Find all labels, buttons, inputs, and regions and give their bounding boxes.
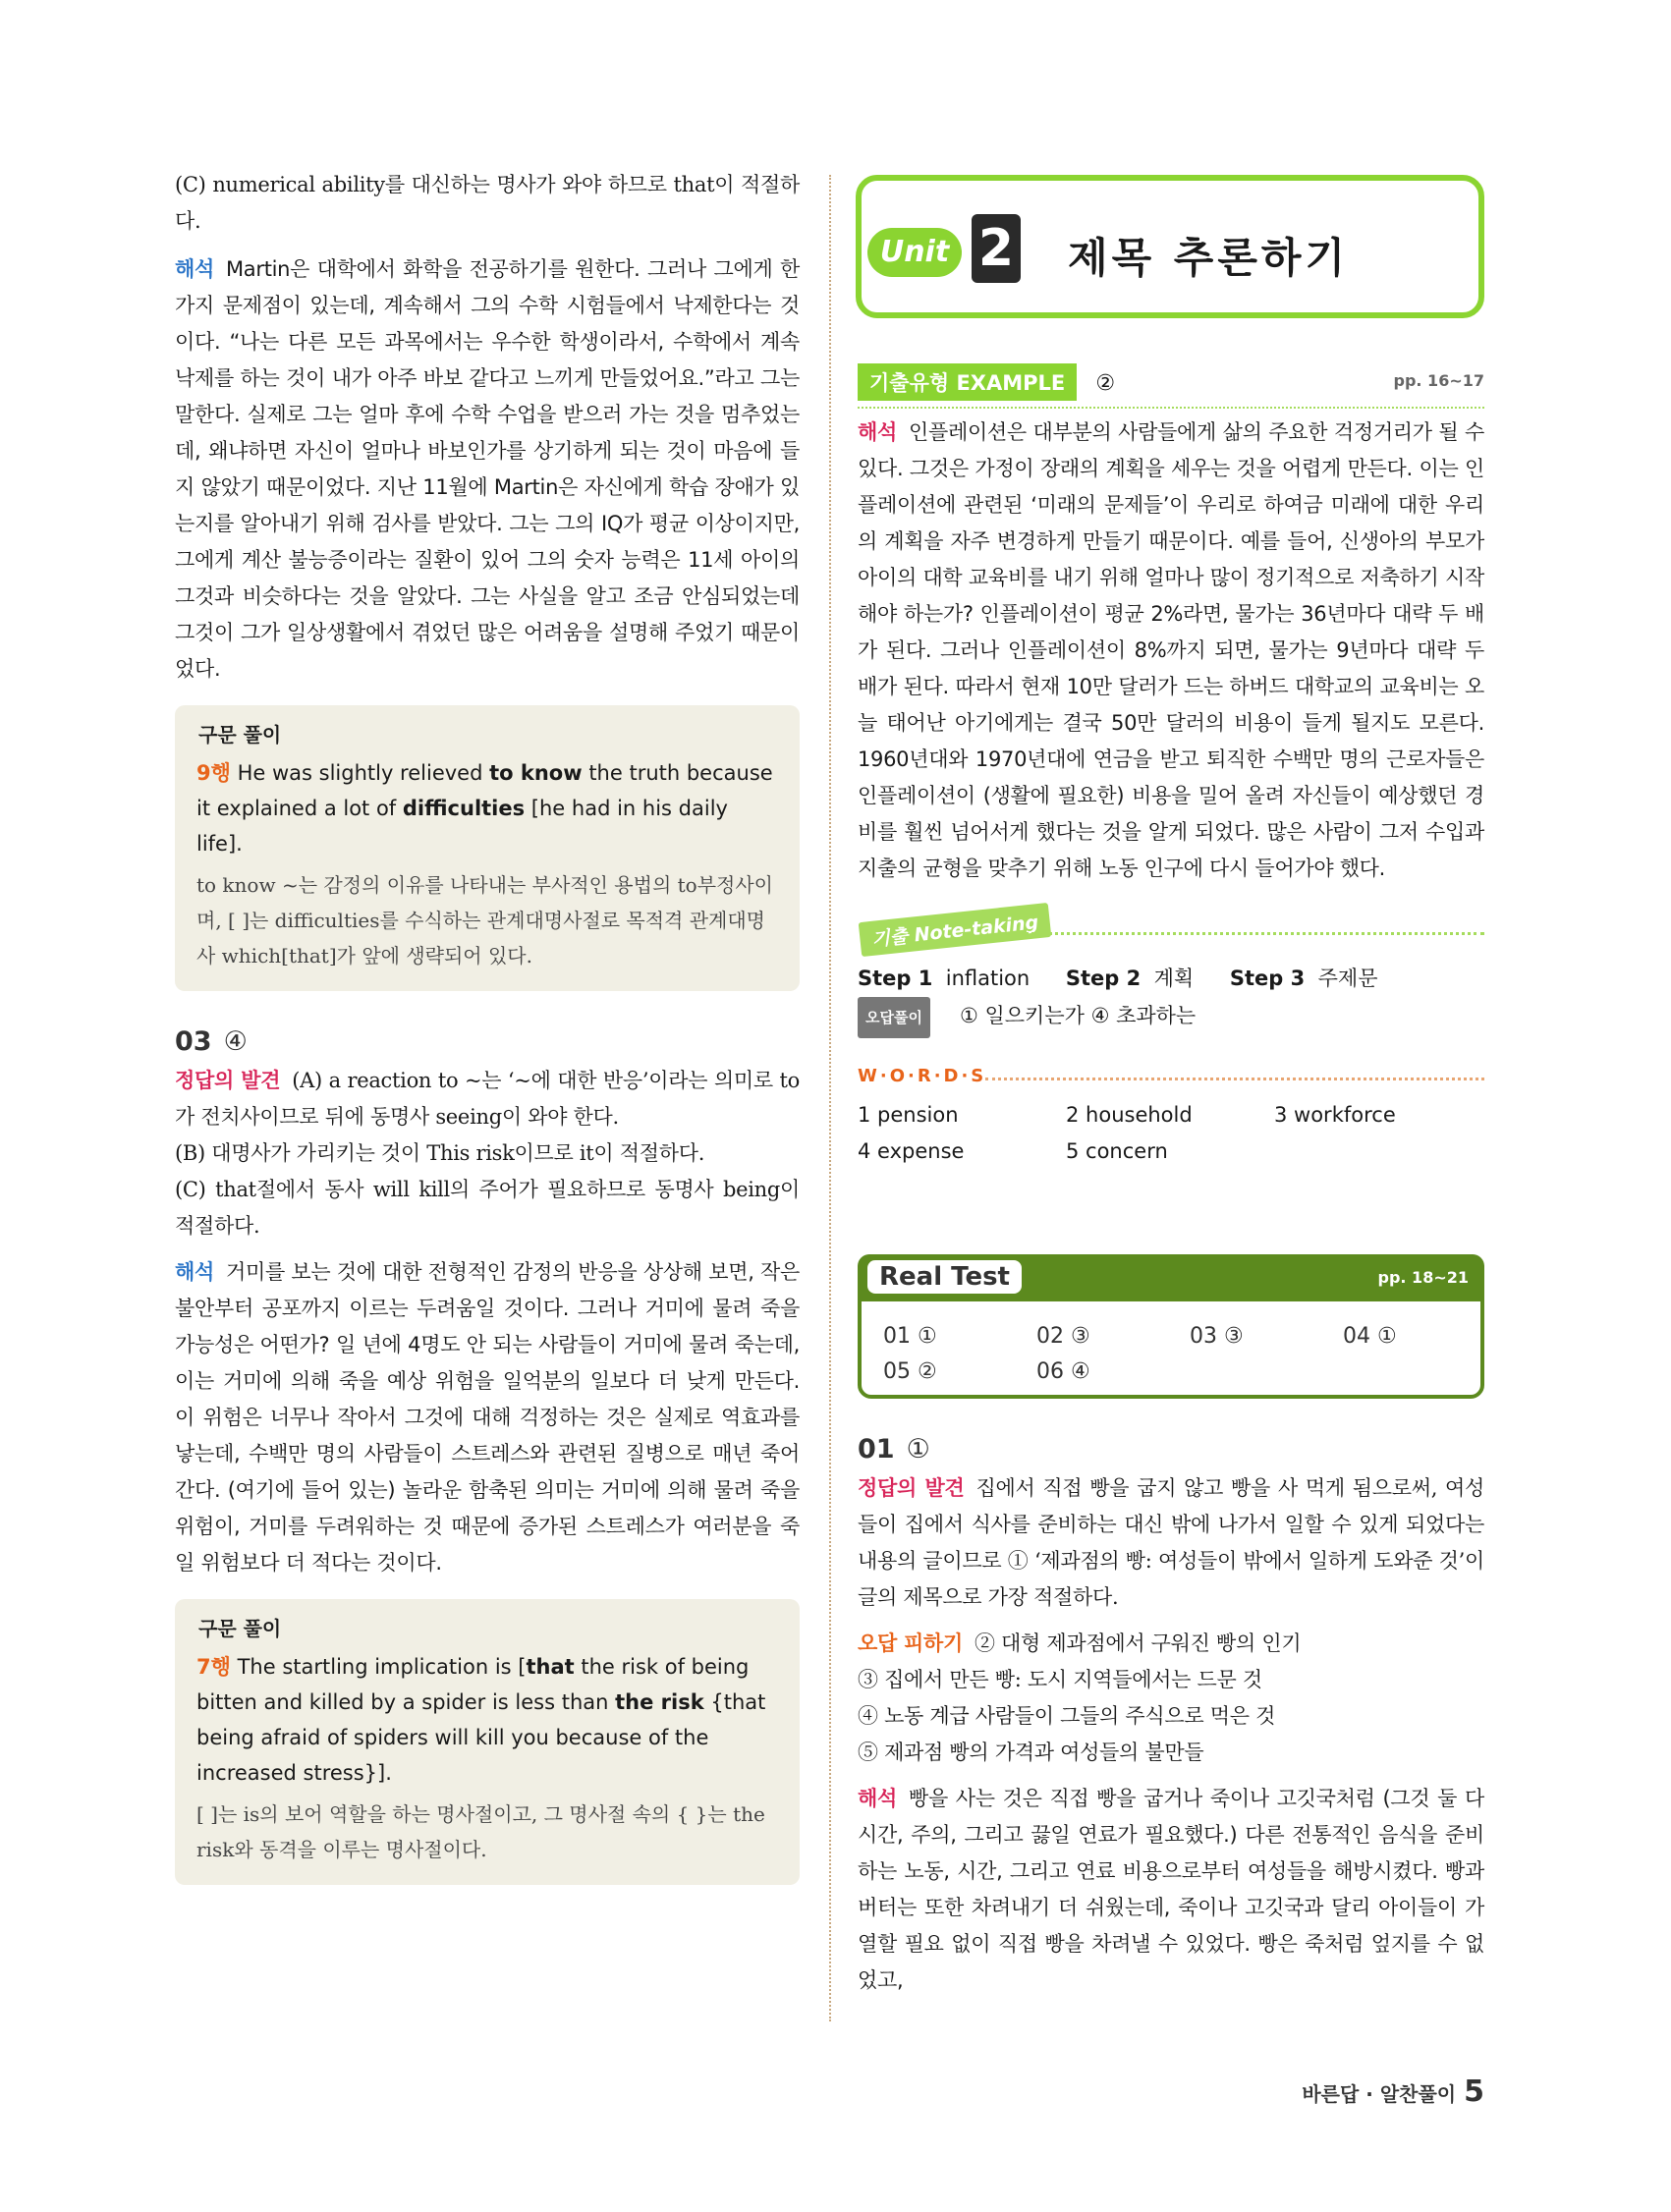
intro-line: (C) numerical ability를 대신하는 명사가 와야 하므로 that이 적절하다.	[175, 173, 800, 233]
real-test-header	[858, 1254, 1484, 1301]
words-list	[858, 1097, 1484, 1170]
wrong-answer-text: ① 일으키는가 ④ 초과하는	[959, 1004, 1197, 1027]
question-1-heading	[858, 1434, 1484, 1465]
syntax-text: He was slightly relieved	[237, 761, 490, 785]
real-test-answer: 02 ③	[1036, 1324, 1090, 1349]
example-translation	[858, 415, 1484, 887]
word-item: 2 household	[1066, 1103, 1193, 1127]
translation-text: 인플레이션은 대부분의 사람들에게 삶의 주요한 걱정거리가 될 수 있다. 그것은 가정이 장래의 계획을 세우는 것을 어렵게 만든다. 이는 인플레이션에 관련된 ‘미래의 문제들’이 우리로 하여금 미래에 대한 우리의 계획을 자주 변경하게 만들기 때문이다. 예를 들어, 신생아의 부모가 아이의 대학 교육비를 내기 위해 얼마나 많이 정기적으로 저축하기 시작해야 하는가? 인플레이션이 평균 2%라면, 물가는 36년마다 대략 두 배가 된다. 그러나 인플레이션이 8%까지 되면, 물가는 9년마다 대략 두 배가 된다. 따라서 현재 10만 달러가 드는 하버드 대학교의 교육비는 오늘 태어난 아기에게는 결국 50만 달러의 비용이 들게 될지도 모른다. 1960년대와 1970년대에 연금을 받고 퇴직한 수백만 명의 근로자들은 인플레이션이 (생활에 필요한) 비용을 밀어 올려 자신들이 예상했던 경비를 훨씬 넘어서게 했다는 것을 알게 되었다. 많은 사람이 그저 수입과 지출의 균형을 맞추기 위해 노동 인구에 다시 들어가야 했다.	[858, 420, 1484, 880]
step-2	[1066, 967, 1194, 990]
wrong-answer-avoid-label: 오답 피하기	[858, 1631, 963, 1655]
syntax-text: the truth because it explained a lot of	[196, 761, 773, 820]
step-value: inflation	[945, 967, 1030, 990]
left-column	[175, 167, 800, 1885]
wrong-answer-avoid	[858, 1626, 1484, 1662]
example-header	[858, 363, 1484, 403]
page-footer	[1302, 2074, 1484, 2109]
real-test-answer: 06 ④	[1036, 1359, 1090, 1384]
word-item: 4 expense	[858, 1139, 965, 1163]
line-tag: 7행	[196, 1655, 231, 1679]
real-test-answers	[883, 1319, 1496, 1390]
syntax-explanation: [ ]는 is의 보어 역할을 하는 명사절이고, 그 명사절 속의 { }는 the risk와 동격을 이루는 명사절이다.	[196, 1802, 765, 1861]
answer-discovery-text: (A) a reaction to ~는 ‘~에 대한 반응’이라는 의미로 to가 전치사이므로 뒤에 동명사 seeing이 와야 한다.	[175, 1069, 800, 1129]
note-taking-divider	[1025, 932, 1484, 935]
syntax-explanation: to know ~는 감정의 이유를 나타내는 부사적인 용법의 to부정사이며, [ ]는 difficulties를 수식하는 관계대명사절로 목적격 관계대명사 which[that]가 앞에 생략되어 있다.	[196, 873, 773, 968]
step-value: 주제문	[1317, 967, 1378, 990]
question-3-heading	[175, 1026, 800, 1057]
syntax-text: {that being afraid of spiders will kill you because of the increased stress}].	[196, 1690, 766, 1785]
example-tag: 기출유형 EXAMPLE	[858, 363, 1077, 401]
wrong-option-3: ③ 집에서 만든 빵: 도시 지역들에서는 드문 것	[858, 1668, 1262, 1691]
translation-paragraph	[175, 251, 800, 688]
question-answer: ①	[906, 1434, 930, 1465]
wrong-answer-tag: 오답풀이	[858, 997, 930, 1038]
translation-text: Martin은 대학에서 화학을 전공하기를 원한다. 그러나 그에게 한 가지 문제점이 있는데, 계속해서 그의 수학 시험들에서 낙제한다는 것이다. “나는 다른 모든 과목에서는 우수한 학생이라서, 수학에서 계속 낙제를 하는 것이 내가 아주 바보 같다고 느끼게 만들었어요.”라고 그는 말한다. 실제로 그는 얼마 후에 수학 수업을 받으러 가는 것을 멈추었는데, 왜냐하면 자신이 얼마나 바보인가를 상기하게 되는 것이 마음에 들지 않았기 때문이었다. 지난 11월에 Martin은 자신에게 학습 장애가 있는지를 알아내기 위해 검사를 받았다. 그는 그의 IQ가 평균 이상이지만, 그에게 계산 불능증이라는 질환이 있어 그의 숫자 능력은 11세 아이의 그것과 비슷하다는 것을 알았다. 그는 사실을 알고 조금 안심되었는데 그것이 그가 일상생활에서 겪었던 많은 어려움을 설명해 주었기 때문이었다.	[175, 257, 800, 681]
step-label: Step 2	[1065, 967, 1142, 990]
syntax-box-title: 구문 풀이	[198, 1617, 282, 1640]
example-answer: ②	[1095, 371, 1116, 396]
column-divider	[829, 175, 831, 2021]
step-1	[858, 967, 1030, 990]
answer-discovery-text: 집에서 직접 빵을 굽지 않고 빵을 사 먹게 됨으로써, 여성들이 집에서 식사를 준비하는 대신 밖에 나가서 일할 수 있게 되었다는 내용의 글이므로 ① ‘제과점의 빵: 여성들이 밖에서 일하게 도와준 것’이 글의 제목으로 가장 적절하다.	[858, 1476, 1484, 1609]
answer-discovery-label: 정답의 발견	[175, 1069, 281, 1092]
translation-text: 빵을 사는 것은 직접 빵을 굽거나 죽이나 고깃국처럼 (그것 둘 다 시간, 주의, 그리고 끓일 연료가 필요했다.) 다른 전통적인 음식을 준비하는 노동, 시간, 그리고 연료 비용으로부터 여성들을 해방시켰다. 빵과 버터는 또한 차려내기 더 쉬웠는데, 죽이나 고깃국과 달리 아이들이 가열할 필요 없이 직접 빵을 차려낼 수 있었다. 빵은 죽처럼 엎지를 수 없었고,	[858, 1787, 1484, 1992]
unit-number: 2	[972, 214, 1021, 283]
translation-text: 거미를 보는 것에 대한 전형적인 감정의 반응을 상상해 보면, 작은 불안부터 공포까지 이르는 두려움일 것이다. 그러나 거미에 물려 죽을 가능성은 어떤가? 일 년에 4명도 안 되는 사람들이 거미에 물려 죽는데, 이는 거미에 의해 죽을 예상 위험을 일억분의 일보다 더 낮게 만든다. 이 위험은 너무나 작아서 그것에 대해 걱정하는 것은 실제로 역효과를 낳는데, 수백만 명의 사람들이 스트레스와 관련된 질병으로 매년 죽어 간다. (여기에 들어 있는) 놀라운 함축된 의미는 거미에 의해 물려 죽을 위험이, 거미를 두려워하는 것 때문에 증가된 스트레스가 여러분을 죽일 위험보다 더 적다는 것이다.	[175, 1260, 800, 1575]
unit-label: Unit	[867, 228, 962, 277]
real-test-answer: 05 ②	[883, 1359, 937, 1384]
line-tag: 9행	[196, 761, 231, 785]
answer-discovery-c: (C) that절에서 동사 will kill의 주어가 필요하므로 동명사 being이 적절하다.	[175, 1178, 800, 1238]
wrong-option-4: ④ 노동 계급 사람들이 그들의 주식으로 먹은 것	[858, 1704, 1276, 1728]
word-item: 1 pension	[858, 1103, 959, 1127]
real-test-title: Real Test	[867, 1260, 1022, 1294]
words-divider	[985, 1078, 1484, 1080]
syntax-text: The startling implication is [	[237, 1655, 527, 1679]
translation-label: 해석	[175, 1260, 214, 1284]
syntax-box-1	[175, 705, 800, 991]
note-taking-tag: 기출 Note-taking	[859, 903, 1052, 957]
real-test-box	[858, 1254, 1484, 1399]
question-answer: ④	[223, 1026, 248, 1057]
syntax-text: [he had in his daily life].	[196, 797, 728, 856]
word-item: 3 workforce	[1274, 1103, 1396, 1127]
words-header	[858, 1062, 1484, 1097]
question-number: 03	[175, 1026, 212, 1057]
example-divider	[858, 407, 1484, 409]
note-taking-header	[858, 901, 1484, 960]
answer-discovery-label: 정답의 발견	[858, 1476, 965, 1500]
step-value: 계획	[1153, 967, 1195, 990]
syntax-box-title: 구문 풀이	[198, 723, 282, 747]
page-number: 5	[1464, 2074, 1484, 2109]
syntax-bold: difficulties	[402, 797, 526, 820]
step-label: Step 3	[1229, 967, 1306, 990]
wrong-option-5: ⑤ 제과점 빵의 가격과 여성들의 불만들	[858, 1741, 1204, 1764]
real-test-answer: 03 ③	[1190, 1324, 1244, 1349]
footer-text: 바른답 · 알찬풀이	[1302, 2082, 1457, 2106]
answer-discovery	[858, 1470, 1484, 1616]
translation-label: 해석	[858, 420, 897, 444]
step-label: Step 1	[858, 967, 933, 990]
word-item: 5 concern	[1066, 1139, 1168, 1163]
note-steps	[858, 960, 1484, 997]
right-column	[858, 167, 1484, 1999]
answer-discovery	[175, 1063, 800, 1135]
syntax-bold: the risk	[615, 1690, 704, 1714]
step-3	[1230, 967, 1378, 990]
translation-label: 해석	[175, 257, 214, 281]
unit-title: 제목 추론하기	[1068, 234, 1350, 282]
syntax-bold: to know	[489, 761, 583, 785]
syntax-bold: that	[526, 1655, 575, 1679]
real-test-answer: 01 ①	[883, 1324, 937, 1349]
example-pages: pp. 16~17	[1393, 371, 1484, 390]
question-number: 01	[858, 1434, 895, 1465]
syntax-text: the risk of being bitten and killed by a spider is less than	[196, 1655, 750, 1714]
real-test-pages: pp. 18~21	[1377, 1268, 1469, 1287]
words-title: W·O·R·D·S	[858, 1066, 987, 1086]
translation-paragraph-3	[858, 1781, 1484, 1999]
syntax-box-2	[175, 1599, 800, 1885]
answer-discovery-b: (B) 대명사가 가리키는 것이 This risk이므로 it이 적절하다.	[175, 1141, 705, 1165]
wrong-answer-row	[858, 997, 1484, 1038]
translation-label: 해석	[858, 1787, 897, 1810]
wrong-option: ② 대형 제과점에서 구워진 빵의 인기	[974, 1631, 1302, 1655]
real-test-answer: 04 ①	[1343, 1324, 1397, 1349]
syntax-english	[196, 755, 778, 861]
syntax-english	[196, 1649, 778, 1791]
translation-paragraph-2	[175, 1254, 800, 1581]
